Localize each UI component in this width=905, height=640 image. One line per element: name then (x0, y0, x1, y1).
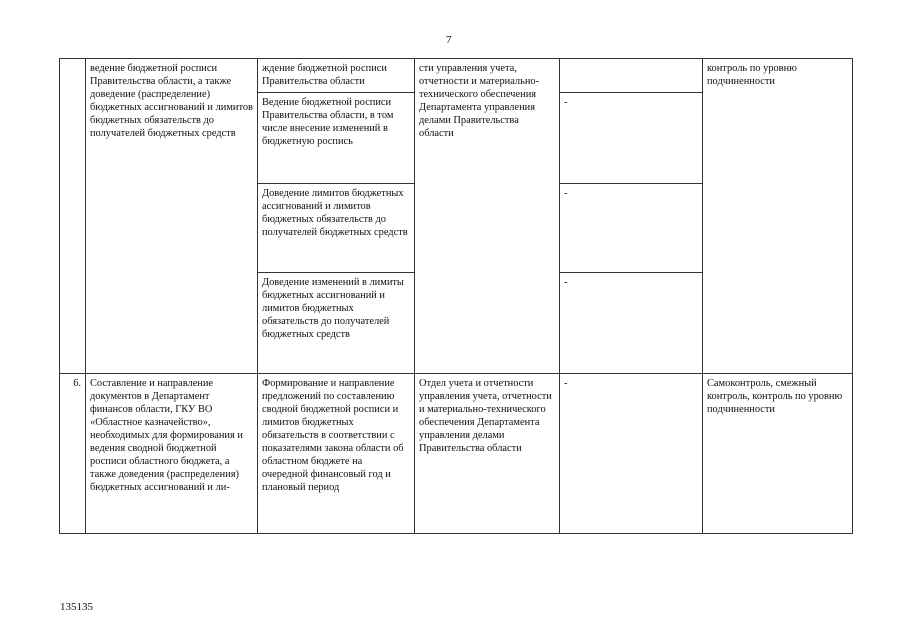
mark-cell: - (560, 374, 703, 534)
mark-cell (560, 59, 703, 93)
regulation-table (59, 58, 853, 534)
action-cell: Ведение бюджетной росписи Правительства области, в том числе внесение изменений в бюджетную роспись (258, 93, 415, 184)
action-cell: Доведение лимитов бюджетных ассигнований и лимитов бюджетных обязательств до получателей бюджетных средств (258, 184, 415, 273)
mark-cell: - (560, 184, 703, 273)
control-cell: Самоконтроль, смежный контроль, контроль по уровню подчиненности (703, 374, 853, 534)
action-cell: ждение бюджетной росписи Правительства области (258, 59, 415, 93)
mark-cell: - (560, 273, 703, 374)
table-row (60, 59, 853, 93)
document-code: 135135 (60, 601, 93, 613)
responsible-cell: Отдел учета и отчетности управления учета, отчетности и материально-технического обеспечения Департамента управления делами Правительства области (415, 374, 560, 534)
row-number-cell (60, 59, 86, 374)
action-cell: Формирование и направление предложений по составлению сводной бюджетной росписи и лимитов бюджетных обязательств в соответствии с показателями закона области об областном бюджете на очередной финансовый год и плановый период (258, 374, 415, 534)
row-number-cell: 6. (60, 374, 86, 534)
mark-cell: - (560, 93, 703, 184)
action-cell: Доведение изменений в лимиты бюджетных ассигнований и лимитов бюджетных обязательств до получателей бюджетных средств (258, 273, 415, 374)
document-cell: Составление и направление документов в Департамент финансов области, ГКУ ВО «Областное казначейство», необходимых для формирования и ведения сводной бюджетной росписи областного бюджета, а также доведения (распределения) бюджетных ассигнований и ли- (86, 374, 258, 534)
table-row (60, 374, 853, 534)
document-cell: ведение бюджетной росписи Правительства области, а также доведение (распределение) бюджетных ассигнований и лимитов бюджетных обязательств до получателей бюджетных средств (86, 59, 258, 374)
responsible-cell: сти управления учета, отчетности и материально-технического обеспечения Департамента управления делами Правительства области (415, 59, 560, 374)
control-cell: контроль по уровню подчиненности (703, 59, 853, 374)
page-number: 7 (446, 34, 452, 46)
